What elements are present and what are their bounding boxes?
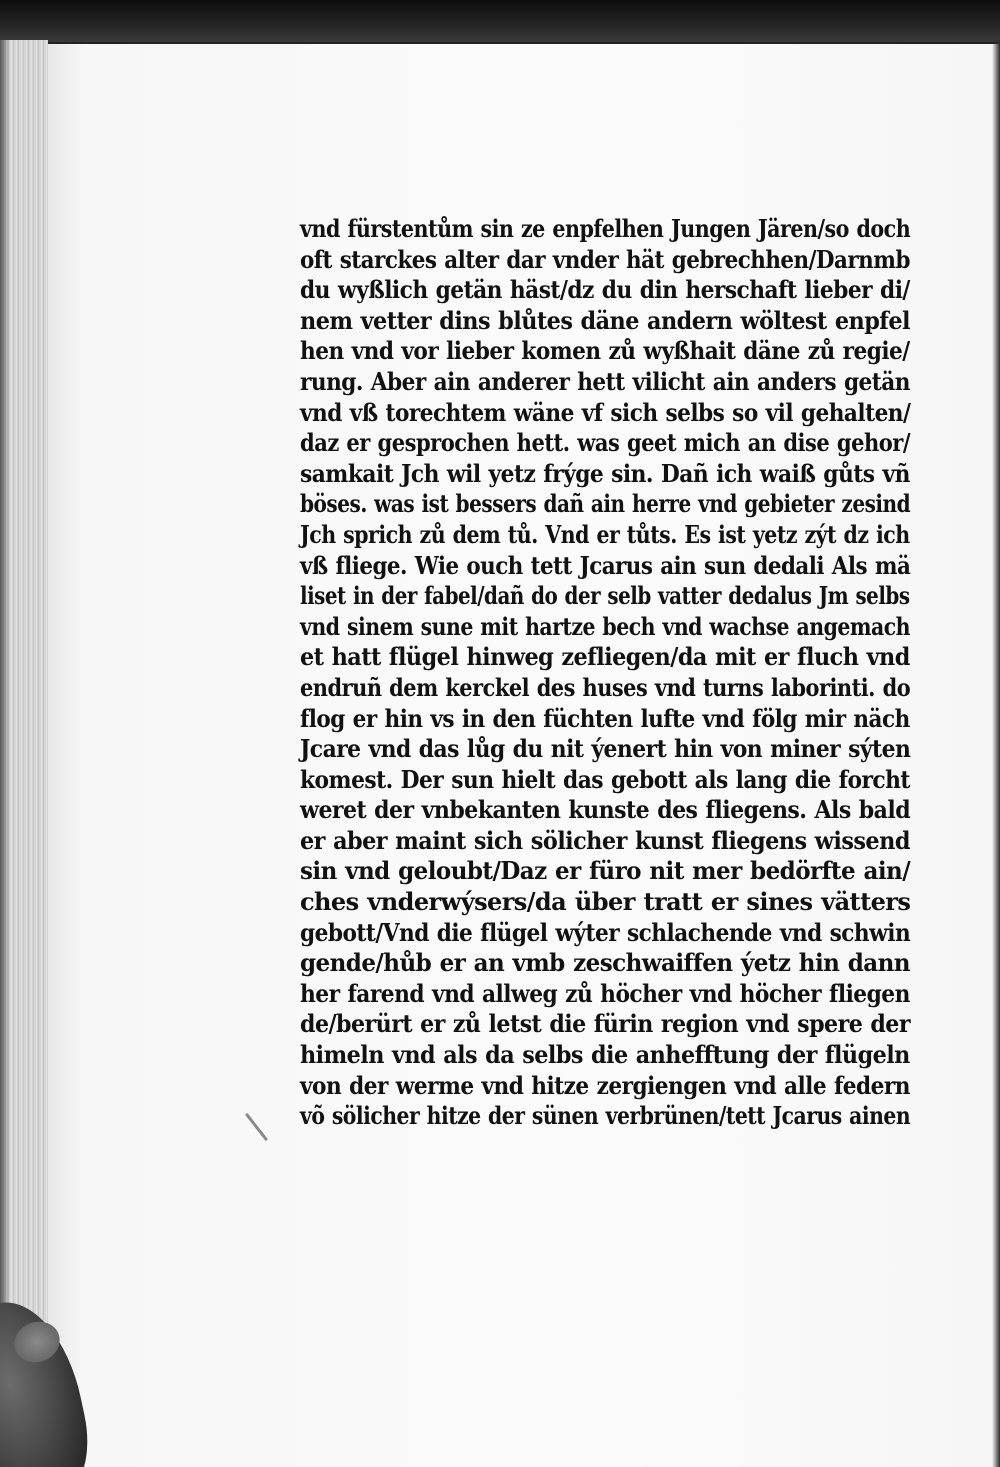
page-right-edge bbox=[992, 40, 1000, 1467]
text-line: weret der vnbekanten kunste des fliegens. Als bald bbox=[300, 795, 911, 825]
text-line: võ sölicher hitze der sünen verbrünen/tett Jcarus ainen bbox=[300, 1101, 911, 1131]
text-line: Jch sprich zů dem tů. Vnd er tůts. Es ist yetz zýt dz ich bbox=[300, 519, 910, 549]
binding-shadow bbox=[0, 40, 10, 1467]
text-line: ches vnderwýsers/da über tratt er sines vätters bbox=[300, 887, 911, 917]
text-line: endruñ dem kerckel des huses vnd turns laborinti. do bbox=[300, 672, 911, 702]
text-line: liset in der fabel/dañ do der selb vatter dedalus Jm selbs bbox=[300, 581, 910, 611]
text-line: komest. Der sun hielt das gebott als lang die forcht bbox=[300, 764, 910, 794]
scan-top-edge bbox=[0, 0, 1000, 42]
text-line: de/berürt er zů letst die fürin region vnd spere der bbox=[300, 1009, 910, 1039]
text-line: himeln vnd als da selbs die anhefftung der flügeln bbox=[300, 1040, 910, 1070]
text-line: er aber maint sich sölicher kunst fliegens wissend bbox=[300, 825, 910, 855]
text-line: samkait Jch wil yetz frýge sin. Dañ ich waiß gůts vñ bbox=[300, 458, 910, 488]
text-line: her farend vnd allweg zů höcher vnd höcher fliegen bbox=[300, 978, 910, 1008]
text-line: böses. was ist bessers dañ ain herre vnd gebieter zesind bbox=[300, 489, 911, 519]
text-line: vnd sinem sune mit hartze bech vnd wachse angemach bbox=[300, 611, 911, 641]
text-line: von der werme vnd hitze zergiengen vnd alle federn bbox=[300, 1070, 911, 1100]
text-line: daz er gesprochen hett. was geet mich an dise gehor/ bbox=[300, 428, 911, 458]
text-line: du wyßlich getän häst/dz du din herschaft lieber di/ bbox=[300, 275, 910, 305]
text-line: vß fliege. Wie ouch tett Jcarus ain sun dedali Als mä bbox=[300, 550, 911, 580]
text-line: et hatt flügel hinweg zefliegen/da mit er fluch vnd bbox=[300, 642, 910, 672]
text-line: rung. Aber ain anderer hett vilicht ain anders getän bbox=[300, 366, 910, 396]
text-block bbox=[300, 214, 910, 1132]
text-line: vnd fürstentům sin ze enpfelhen Jungen Jären/so doch bbox=[300, 214, 911, 243]
text-line: nem vetter dins blůtes däne andern wöltest enpfel bbox=[300, 305, 910, 335]
text-line: oft starckes alter dar vnder hät gebrechhen/Darnmb bbox=[300, 244, 910, 274]
text-line: flog er hin vs in den füchten lufte vnd fölg mir näch bbox=[300, 703, 910, 733]
text-line: gende/hůb er an vmb zeschwaiffen ýetz hin dann bbox=[300, 948, 911, 978]
text-line: Jcare vnd das lůg du nit ýenert hin von miner sýten bbox=[300, 734, 911, 764]
text-line: vnd vß torechtem wäne vf sich selbs so vil gehalten/ bbox=[300, 397, 911, 427]
text-line: hen vnd vor lieber komen zů wyßhait däne zů regie/ bbox=[300, 336, 910, 366]
text-line: gebott/Vnd die flügel wýter schlachende vnd schwin bbox=[300, 917, 911, 947]
text-line: sin vnd geloubt/Daz er füro nit mer bedörfte ain/ bbox=[300, 856, 911, 886]
